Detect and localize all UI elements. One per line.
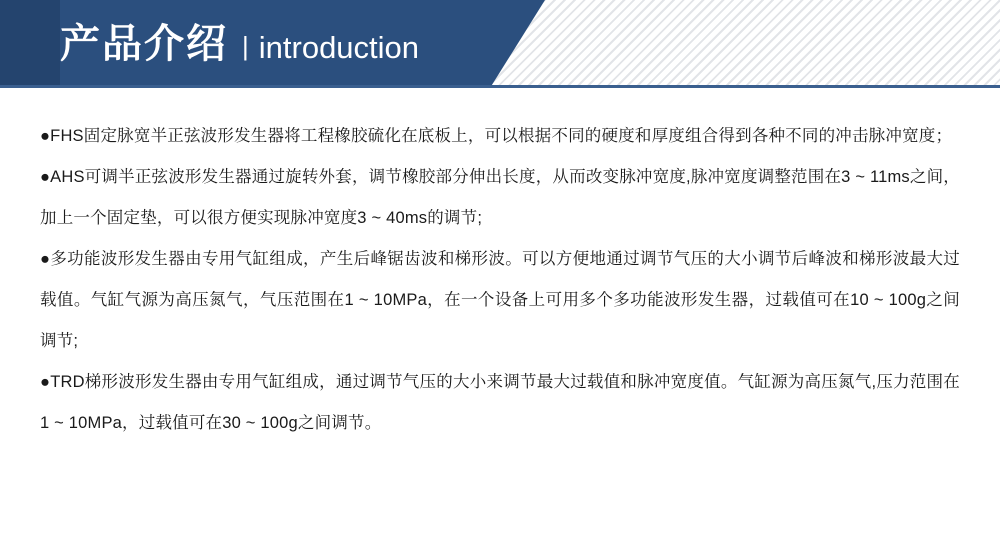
introduction-body <box>0 88 1000 444</box>
page-title-en: introduction <box>258 29 420 65</box>
paragraph-multifunction: ●多功能波形发生器由专用气缸组成，产生后峰锯齿波和梯形波。可以方便地通过调节气压的大小调节后峰波和梯形波最大过载值。气缸气源为高压氮气，气压范围在1 ~ 10MPa，在一个设备上可用多个多功能波形发生器，过载值可在10 ~ 100g之间调节; <box>40 250 960 350</box>
paragraph-fhs: ●FHS固定脉宽半正弦波形发生器将工程橡胶硫化在底板上，可以根据不同的硬度和厚度组合得到各种不同的冲击脉冲宽度； <box>40 127 953 145</box>
header-bottom-rule <box>0 85 1000 88</box>
paragraph-ahs: ●AHS可调半正弦波形发生器通过旋转外套，调节橡胶部分伸出长度，从而改变脉冲宽度,脉冲宽度调整范围在3 ~ 11ms之间，加上一个固定垫，可以很方便实现脉冲宽度3 ~ 40ms的调节; <box>40 168 960 227</box>
paragraph-trd: ●TRD梯形波形发生器由专用气缸组成，通过调节气压的大小来调节最大过载值和脉冲宽度值。气缸源为高压氮气,压力范围在1 ~ 10MPa，过载值可在30 ~ 100g之间调节。 <box>40 373 960 432</box>
header-band-accent <box>0 0 60 88</box>
header-title-group <box>60 0 419 88</box>
page-title-cn: 产品介绍 <box>60 22 228 66</box>
page-header <box>0 0 1000 88</box>
title-divider: | <box>242 31 249 61</box>
